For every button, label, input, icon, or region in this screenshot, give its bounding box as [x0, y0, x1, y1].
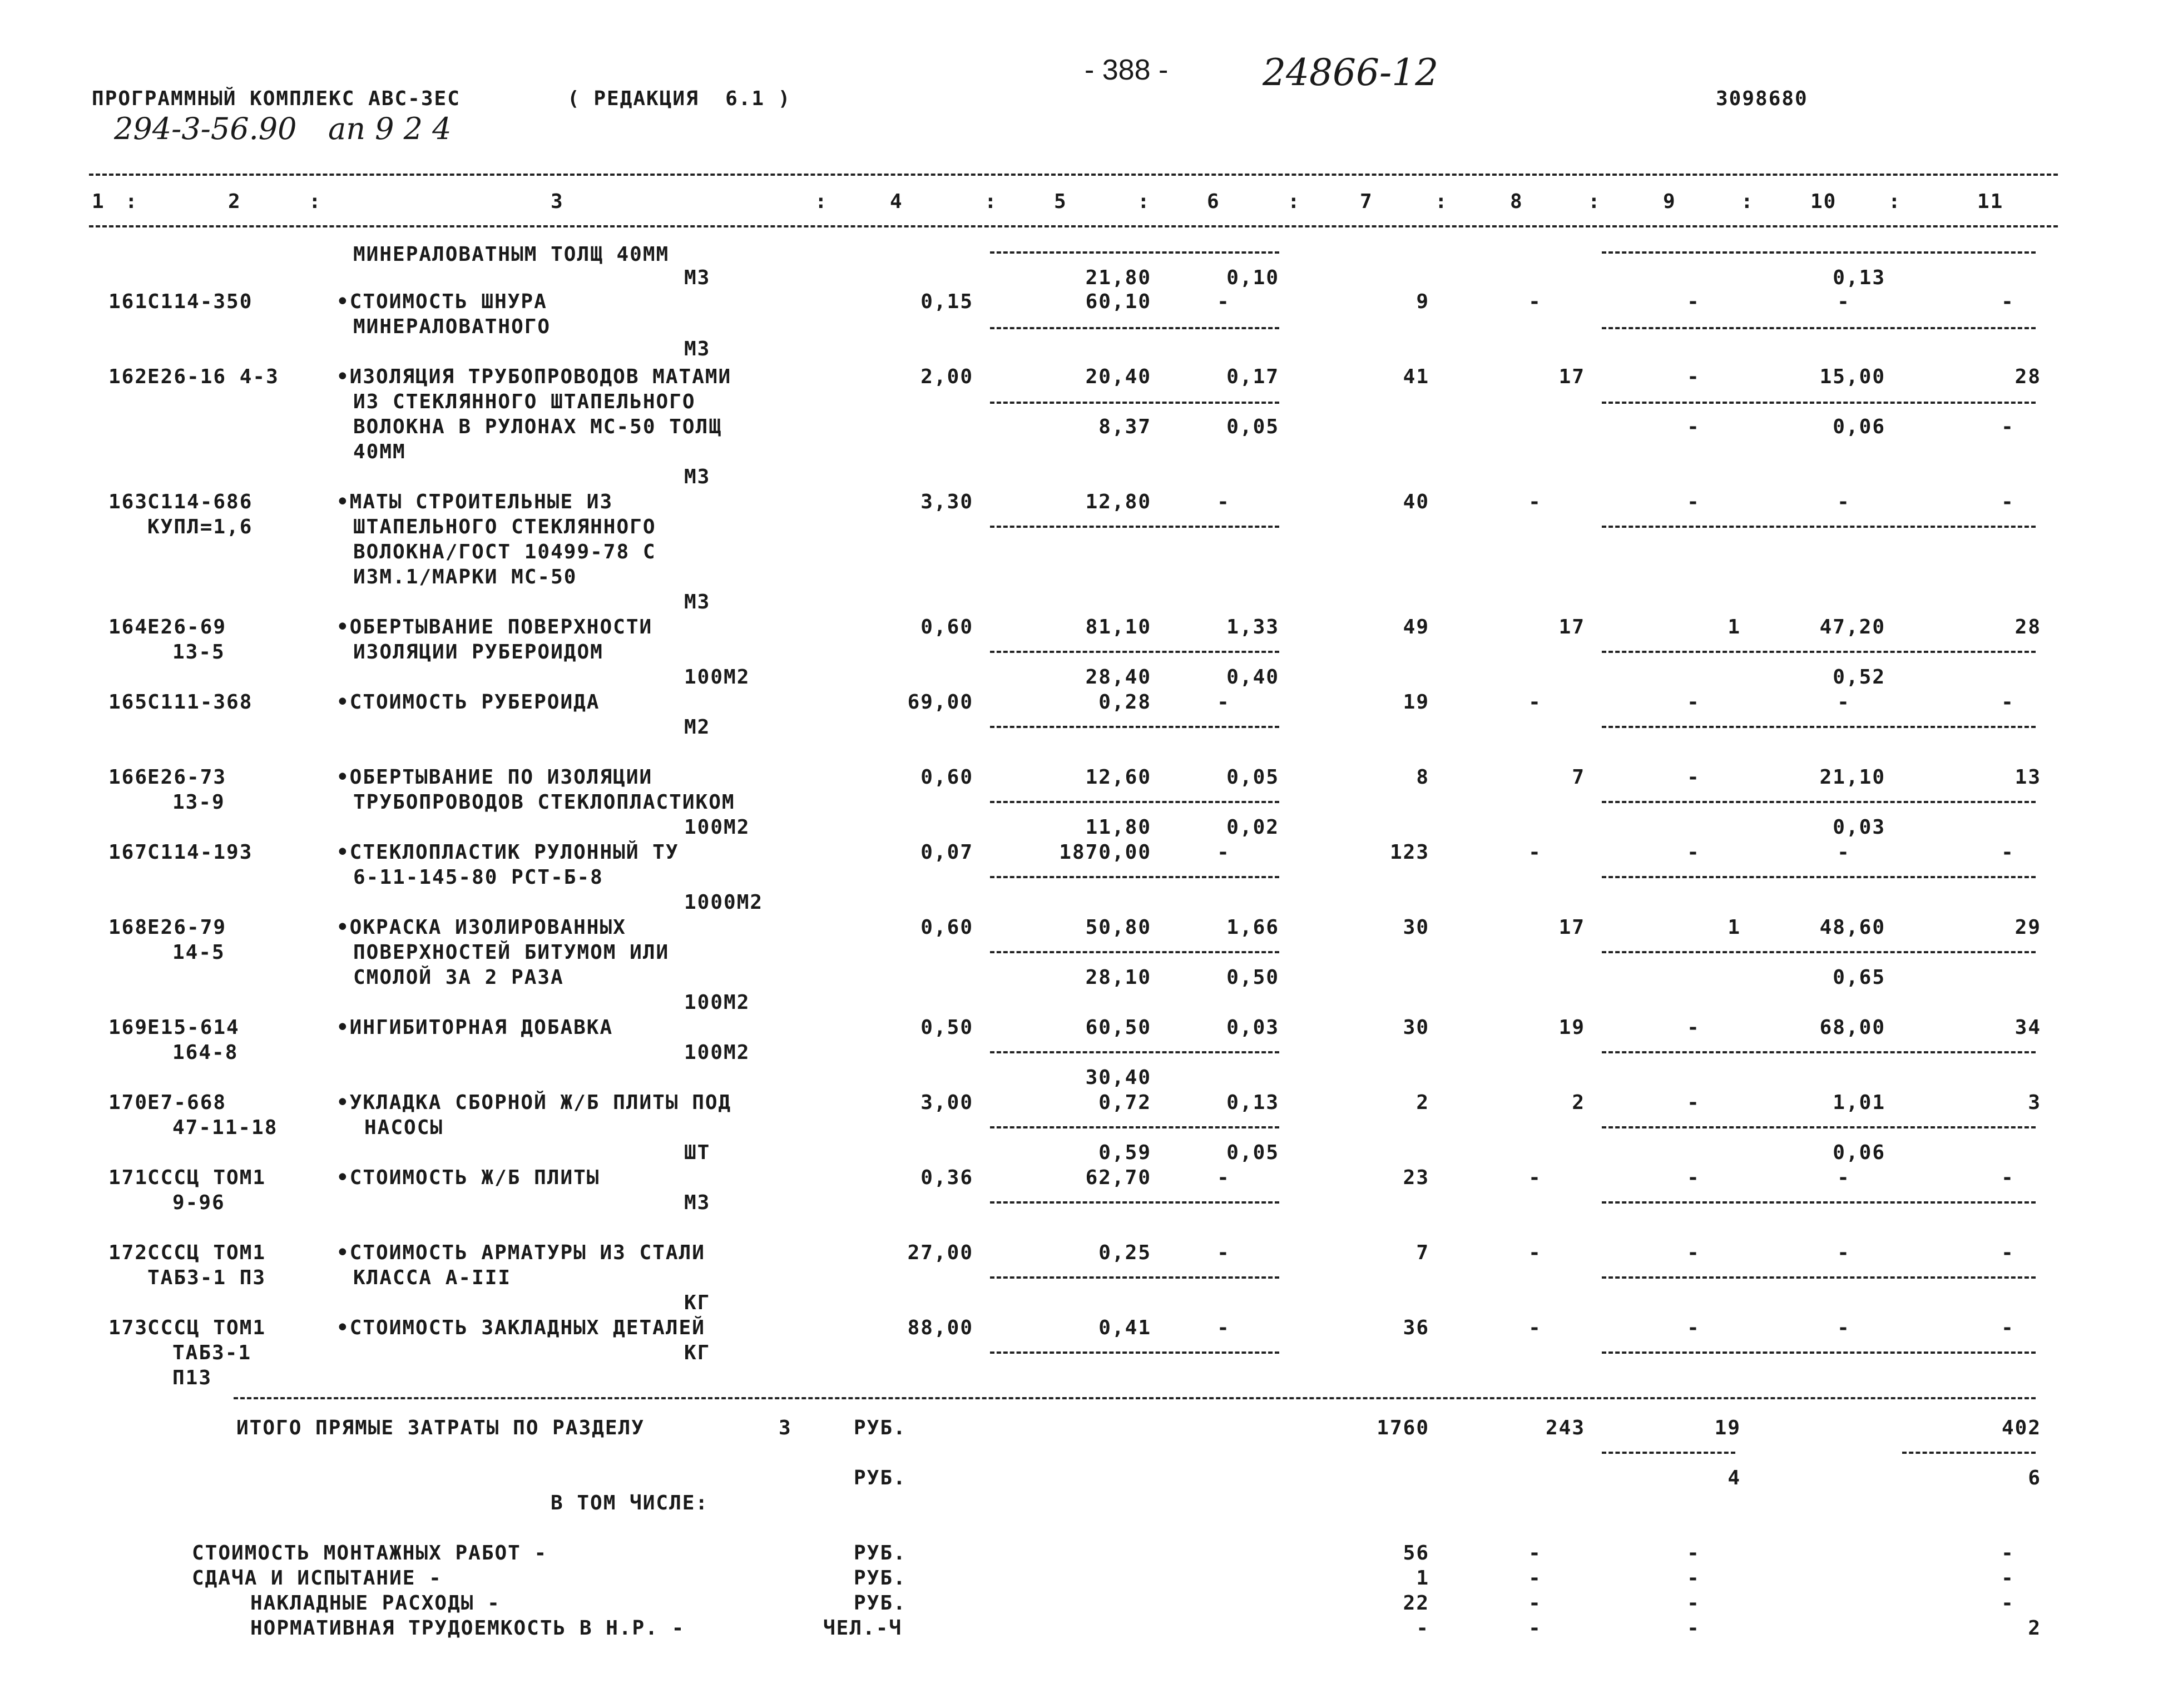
summary-unit: РУБ. [854, 1592, 907, 1615]
col-7: 7 [1360, 190, 1373, 213]
cell-rule [1602, 1126, 2036, 1128]
summary-col-11: - [2001, 1542, 2014, 1565]
col-sep: : [309, 190, 322, 213]
row-code: С111-368 [147, 691, 253, 714]
cell-10: - [1837, 841, 1850, 864]
row-number: 173 [108, 1316, 149, 1339]
row-code: С114-193 [147, 841, 253, 864]
cell-5: 20,40 [1085, 365, 1151, 388]
cell-rule [990, 1051, 1279, 1053]
row-unit: М3 [684, 591, 711, 613]
cell-5: 1870,00 [1059, 841, 1151, 864]
cell-10: - [1837, 1316, 1850, 1339]
cell-7: 9 [1416, 290, 1429, 313]
cell-11: 34 [2014, 1016, 2041, 1039]
col-sep: : [1888, 190, 1902, 213]
cell-9: - [1687, 766, 1700, 789]
cell-4: 0,15 [920, 290, 973, 313]
cell-8: 17 [1558, 916, 1585, 939]
cell-10: - [1837, 491, 1850, 513]
cell-8: 2 [1572, 1091, 1585, 1114]
cell-rule [990, 1276, 1279, 1279]
row-unit: 100М2 [684, 991, 750, 1014]
row-number: 166 [108, 766, 149, 789]
cell-4: 0,60 [920, 916, 973, 939]
row-code-2: КУПЛ=1,6 [147, 516, 253, 538]
summary-col-11: - [2001, 1567, 2014, 1590]
total-unit: РУБ. [854, 1417, 907, 1439]
row-description: •ИЗОЛЯЦИЯ ТРУБОПРОВОДОВ МАТАМИ [336, 365, 732, 388]
cell-10: 0,06 [1833, 415, 1885, 438]
row-code: Е7-668 [147, 1091, 227, 1114]
row-number: 172 [108, 1241, 149, 1264]
cell-4: 0,07 [920, 841, 973, 864]
cell-11: 3 [2028, 1091, 2041, 1114]
cell-6: 0,05 [1226, 1141, 1279, 1164]
summary-col-9: - [1687, 1567, 1700, 1590]
col-1: 1 [92, 190, 105, 213]
total-unit-2: РУБ. [854, 1467, 907, 1489]
row-code-3: П13 [172, 1367, 212, 1389]
cell-rule [1602, 526, 2036, 528]
cell-10: 0,65 [1833, 966, 1885, 989]
summary-label: НОРМАТИВНАЯ ТРУДОЕМКОСТЬ В Н.Р. - [250, 1617, 685, 1640]
summary-label: НАКЛАДНЫЕ РАСХОДЫ - [250, 1592, 501, 1615]
cell-7: 41 [1403, 365, 1429, 388]
cell-10: 47,20 [1819, 616, 1885, 638]
cell-9: - [1687, 1166, 1700, 1189]
cell-rule [990, 1126, 1279, 1128]
row-code: Е26-16 4-3 [147, 365, 279, 388]
col-11: 11 [1977, 190, 2004, 213]
row-description-4: ИЗМ.1/МАРКИ МС-50 [353, 566, 577, 588]
row-description-2: МИНЕРАЛОВАТНОГО [353, 315, 551, 338]
summary-col-8: - [1528, 1617, 1542, 1640]
summary-col-7: 1 [1416, 1567, 1429, 1590]
cell-7: 49 [1403, 616, 1429, 638]
row-unit: М2 [684, 716, 711, 739]
cell-9: - [1687, 841, 1700, 864]
cell-4: 88,00 [907, 1316, 973, 1339]
row-unit: 100М2 [684, 1041, 750, 1064]
col-9: 9 [1663, 190, 1676, 213]
cell-rule [1602, 1051, 2036, 1053]
summary-col-8: - [1528, 1592, 1542, 1615]
row-code-2: 47-11-18 [172, 1116, 278, 1139]
row-unit: М3 [684, 1191, 711, 1214]
total-col-8: 243 [1545, 1417, 1585, 1439]
cell-9: - [1687, 1316, 1700, 1339]
summary-col-7: 22 [1403, 1592, 1429, 1615]
including-heading: В ТОМ ЧИСЛЕ: [551, 1492, 709, 1514]
row-number: 163 [108, 491, 149, 513]
page-number: - 388 - [1085, 54, 1169, 86]
row-number: 162 [108, 365, 149, 388]
cell-4: 0,50 [920, 1016, 973, 1039]
cell-5: 0,72 [1098, 1091, 1151, 1114]
cell-8: 17 [1558, 616, 1585, 638]
row-description: •СТЕКЛОПЛАСТИК РУЛОННЫЙ ТУ [336, 841, 679, 864]
cell-10: 21,10 [1819, 766, 1885, 789]
summary-col-8: - [1528, 1567, 1542, 1590]
col-sep: : [1741, 190, 1754, 213]
cell-5: 12,80 [1085, 491, 1151, 513]
row-description: •ОКРАСКА ИЗОЛИРОВАННЫХ [336, 916, 626, 939]
cell-10: - [1837, 691, 1850, 714]
row-unit: 100М2 [684, 816, 750, 839]
cell-9: - [1687, 691, 1700, 714]
cell-rule [990, 1201, 1279, 1204]
row-code: СССЦ ТОМ1 [147, 1166, 266, 1189]
cell-9: - [1687, 1016, 1700, 1039]
total-rule [234, 1397, 2036, 1399]
cell-rule [990, 951, 1279, 953]
row-description: •УКЛАДКА СБОРНОЙ Ж/Б ПЛИТЫ ПОД [336, 1091, 732, 1114]
cell-8: 19 [1558, 1016, 1585, 1039]
row-unit: М3 [684, 338, 711, 360]
cell-4: 0,36 [920, 1166, 973, 1189]
row-code: С114-350 [147, 290, 253, 313]
cell-6: - [1217, 1166, 1230, 1189]
cell-9: - [1687, 365, 1700, 388]
cell-rule [1602, 651, 2036, 653]
cell-4: 0,60 [920, 766, 973, 789]
cell-6: - [1217, 491, 1230, 513]
cell-5: 0,41 [1098, 1316, 1151, 1339]
cell-11: - [2001, 1316, 2014, 1339]
cell-rule [990, 327, 1279, 329]
col-10: 10 [1810, 190, 1837, 213]
col-sep: : [1588, 190, 1601, 213]
cell-11: - [2001, 290, 2014, 313]
row-code: Е26-79 [147, 916, 227, 939]
row-description: •СТОИМОСТЬ РУБЕРОИДА [336, 691, 600, 714]
col-5: 5 [1054, 190, 1067, 213]
row-code: Е26-73 [147, 766, 227, 789]
summary-col-11: 2 [2028, 1617, 2041, 1640]
summary-unit: РУБ. [854, 1567, 907, 1590]
cell-8: - [1528, 691, 1542, 714]
row-unit: 1000М2 [684, 891, 764, 914]
header-rule-bottom [89, 225, 2058, 227]
cell-9: - [1687, 1241, 1700, 1264]
cell-rule [1602, 1276, 2036, 1279]
col-sep: : [1435, 190, 1448, 213]
total-col-9b: 4 [1728, 1467, 1741, 1489]
cell-rule [1902, 1452, 2036, 1454]
cell-7: 30 [1403, 1016, 1429, 1039]
summary-label: СТОИМОСТЬ МОНТАЖНЫХ РАБОТ - [192, 1542, 548, 1565]
row-code-2: 14-5 [172, 941, 225, 964]
cell-10: 0,06 [1833, 1141, 1885, 1164]
row-unit: КГ [684, 1341, 711, 1364]
cell-rule [990, 526, 1279, 528]
col-6: 6 [1207, 190, 1220, 213]
cell-7: 23 [1403, 1166, 1429, 1189]
cell-8: - [1528, 1241, 1542, 1264]
edition-label: ( РЕДАКЦИЯ 6.1 ) [567, 87, 791, 110]
cell-6: - [1217, 1241, 1230, 1264]
cell-10: 0,52 [1833, 666, 1885, 689]
cell-4: 0,60 [920, 616, 973, 638]
cell-5: 12,60 [1085, 766, 1151, 789]
col-sep: : [984, 190, 998, 213]
cell-11: 28 [2014, 365, 2041, 388]
cell-5: 62,70 [1085, 1166, 1151, 1189]
row-description: •ОБЕРТЫВАНИЕ ПО ИЗОЛЯЦИИ [336, 766, 653, 789]
cell-5: 0,59 [1098, 1141, 1151, 1164]
cell-10: - [1837, 290, 1850, 313]
cell-rule [1602, 1351, 2036, 1354]
row-description-2: ТРУБОПРОВОДОВ СТЕКЛОПЛАСТИКОМ [353, 791, 735, 814]
row-code: СССЦ ТОМ1 [147, 1241, 266, 1264]
row-unit: 100М2 [684, 666, 750, 689]
cell-8: - [1528, 290, 1542, 313]
cell-5: 28,10 [1085, 966, 1151, 989]
col-sep: : [125, 190, 138, 213]
row-number: 167 [108, 841, 149, 864]
cell-4: 3,30 [920, 491, 973, 513]
cell-7: 7 [1416, 1241, 1429, 1264]
cell-5: 50,80 [1085, 916, 1151, 939]
cell-8: - [1528, 491, 1542, 513]
row-code-2: ТАБ3-1 П3 [147, 1266, 266, 1289]
cell-9: - [1687, 491, 1700, 513]
cell-5: 11,80 [1085, 816, 1151, 839]
summary-col-7: 56 [1403, 1542, 1429, 1565]
cell-rule [1602, 801, 2036, 803]
cell-rule [990, 726, 1279, 728]
cell-rule [1602, 951, 2036, 953]
col-sep: : [1137, 190, 1151, 213]
row-description-2: КЛАССА А-III [353, 1266, 512, 1289]
summary-unit: ЧЕЛ.-Ч [823, 1617, 903, 1640]
total-section: 3 [779, 1417, 792, 1439]
row-code-2: 164-8 [172, 1041, 239, 1064]
row-code-2: ТАБ3-1 [172, 1341, 252, 1364]
cell-6: 0,02 [1226, 816, 1279, 839]
summary-col-9: - [1687, 1617, 1700, 1640]
col-sep: : [1288, 190, 1301, 213]
cell-6: 0,03 [1226, 1016, 1279, 1039]
cell-rule [990, 651, 1279, 653]
row-unit: ШТ [684, 1141, 711, 1164]
col-3: 3 [551, 190, 564, 213]
row-code: СССЦ ТОМ1 [147, 1316, 266, 1339]
cell-6: - [1217, 290, 1230, 313]
right-code: 3098680 [1716, 87, 1808, 110]
col-8: 8 [1510, 190, 1523, 213]
cell-11: - [2001, 1241, 2014, 1264]
cell-6: - [1217, 841, 1230, 864]
cell-6: 0,05 [1226, 415, 1279, 438]
cell-rule [990, 801, 1279, 803]
handwritten-sheet: ап 9 2 4 [328, 111, 452, 146]
row-number: 169 [108, 1016, 149, 1039]
cell-4: 27,00 [907, 1241, 973, 1264]
cell-rule [990, 876, 1279, 878]
cell-6: 1,33 [1226, 616, 1279, 638]
row-description-3: ВОЛОКНА В РУЛОНАХ МС-50 ТОЛЩ [353, 415, 722, 438]
row-code: С114-686 [147, 491, 253, 513]
cell-10: 0,13 [1833, 266, 1885, 289]
row-code: Е26-69 [147, 616, 227, 638]
cell-6: - [1217, 691, 1230, 714]
row-code: Е15-614 [147, 1016, 240, 1039]
row-description-2: ИЗ СТЕКЛЯННОГО ШТАПЕЛЬНОГО [353, 390, 696, 413]
document-code: 24866-12 [1263, 51, 1439, 94]
cell-rule [990, 402, 1279, 404]
cell-rule [990, 251, 1279, 254]
total-label: ИТОГО ПРЯМЫЕ ЗАТРАТЫ ПО РАЗДЕЛУ [236, 1417, 645, 1439]
cell-rule [1602, 726, 2036, 728]
row-number: 164 [108, 616, 149, 638]
row-unit: М3 [684, 466, 711, 488]
row-number: 168 [108, 916, 149, 939]
program-name: ПРОГРАММНЫЙ КОМПЛЕКС АВС-3ЕС [92, 87, 461, 110]
row-description: •СТОИМОСТЬ ЗАКЛАДНЫХ ДЕТАЛЕЙ [336, 1316, 705, 1339]
total-col-7: 1760 [1377, 1417, 1429, 1439]
cell-6: 0,05 [1226, 766, 1279, 789]
row-code-2: 13-9 [172, 791, 225, 814]
row-description: •ОБЕРТЫВАНИЕ ПОВЕРХНОСТИ [336, 616, 653, 638]
summary-col-9: - [1687, 1542, 1700, 1565]
cell-rule [1602, 251, 2036, 254]
cell-10: 0,03 [1833, 816, 1885, 839]
cell-10: - [1837, 1166, 1850, 1189]
cell-5: 21,80 [1085, 266, 1151, 289]
row-description-2: ИЗОЛЯЦИИ РУБЕРОИДОМ [353, 641, 603, 664]
summary-col-11: - [2001, 1592, 2014, 1615]
cell-9: - [1687, 290, 1700, 313]
cell-6: 0,50 [1226, 966, 1279, 989]
cell-10: 68,00 [1819, 1016, 1885, 1039]
cell-5: 28,40 [1085, 666, 1151, 689]
row-number: 170 [108, 1091, 149, 1114]
cell-rule [1602, 402, 2036, 404]
total-col-11: 402 [2001, 1417, 2041, 1439]
row-description: •СТОИМОСТЬ ШНУРА [336, 290, 547, 313]
cell-11: - [2001, 691, 2014, 714]
cell-7: 36 [1403, 1316, 1429, 1339]
cell-11: - [2001, 841, 2014, 864]
cell-9: 1 [1728, 916, 1741, 939]
row-number: 161 [108, 290, 149, 313]
cell-10: - [1837, 1241, 1850, 1264]
header-rule-top [89, 174, 2058, 176]
row-unit: КГ [684, 1291, 711, 1314]
cell-11: 29 [2014, 916, 2041, 939]
cell-6: 0,13 [1226, 1091, 1279, 1114]
cell-10: 1,01 [1833, 1091, 1885, 1114]
cell-11: - [2001, 1166, 2014, 1189]
row-description-2: НАСОСЫ [364, 1116, 444, 1139]
cell-rule [1602, 876, 2036, 878]
row-code-2: 13-5 [172, 641, 225, 664]
cell-9: - [1687, 1091, 1700, 1114]
cell-10: 15,00 [1819, 365, 1885, 388]
cell-5: 0,28 [1098, 691, 1151, 714]
summary-col-8: - [1528, 1542, 1542, 1565]
cell-7: 40 [1403, 491, 1429, 513]
row-description: МИНЕРАЛОВАТНЫМ ТОЛЩ 40ММ [353, 243, 670, 266]
cell-5: 0,25 [1098, 1241, 1151, 1264]
cell-8: - [1528, 1316, 1542, 1339]
total-col-9: 19 [1714, 1417, 1741, 1439]
cell-10: 48,60 [1819, 916, 1885, 939]
summary-unit: РУБ. [854, 1542, 907, 1565]
cell-7: 19 [1403, 691, 1429, 714]
cell-11: 13 [2014, 766, 2041, 789]
summary-label: СДАЧА И ИСПЫТАНИЕ - [192, 1567, 442, 1590]
cell-5: 30,40 [1085, 1066, 1151, 1089]
cell-7: 30 [1403, 916, 1429, 939]
cell-6: 0,17 [1226, 365, 1279, 388]
row-description: •СТОИМОСТЬ Ж/Б ПЛИТЫ [336, 1166, 600, 1189]
cell-7: 8 [1416, 766, 1429, 789]
row-number: 165 [108, 691, 149, 714]
cell-11: 28 [2014, 616, 2041, 638]
cell-5: 81,10 [1085, 616, 1151, 638]
col-sep: : [815, 190, 828, 213]
row-description: •ИНГИБИТОРНАЯ ДОБАВКА [336, 1016, 613, 1039]
cell-5: 60,50 [1085, 1016, 1151, 1039]
row-description-2: ПОВЕРХНОСТЕЙ БИТУМОМ ИЛИ [353, 941, 670, 964]
row-description-2: ШТАПЕЛЬНОГО СТЕКЛЯННОГО [353, 516, 656, 538]
cell-6: 1,66 [1226, 916, 1279, 939]
row-description-2: 6-11-145-80 РСТ-Б-8 [353, 866, 603, 889]
cell-7: 2 [1416, 1091, 1429, 1114]
cell-rule [990, 1351, 1279, 1354]
row-description: •СТОИМОСТЬ АРМАТУРЫ ИЗ СТАЛИ [336, 1241, 705, 1264]
cell-4: 2,00 [920, 365, 973, 388]
row-number: 171 [108, 1166, 149, 1189]
cell-rule [1602, 1452, 1735, 1454]
col-2: 2 [228, 190, 241, 213]
cell-11: - [2001, 415, 2014, 438]
total-col-11b: 6 [2028, 1467, 2041, 1489]
handwritten-project: 294-3-56.90 [114, 111, 297, 146]
cell-5: 60,10 [1085, 290, 1151, 313]
cell-4: 3,00 [920, 1091, 973, 1114]
summary-col-9: - [1687, 1592, 1700, 1615]
row-unit: М3 [684, 266, 711, 289]
summary-col-7: - [1416, 1617, 1429, 1640]
cell-6: - [1217, 1316, 1230, 1339]
cell-6: 0,40 [1226, 666, 1279, 689]
row-code-2: 9-96 [172, 1191, 225, 1214]
cell-11: - [2001, 491, 2014, 513]
row-description: •МАТЫ СТРОИТЕЛЬНЫЕ ИЗ [336, 491, 613, 513]
cell-rule [1602, 327, 2036, 329]
cell-6: 0,10 [1226, 266, 1279, 289]
cell-9: - [1687, 415, 1700, 438]
cell-7: 123 [1389, 841, 1429, 864]
cell-rule [1602, 1201, 2036, 1204]
cell-8: - [1528, 841, 1542, 864]
row-description-3: ВОЛОКНА/ГОСТ 10499-78 С [353, 541, 656, 563]
row-description-4: 40ММ [353, 440, 406, 463]
cell-8: 7 [1572, 766, 1585, 789]
cell-9: 1 [1728, 616, 1741, 638]
col-4: 4 [890, 190, 903, 213]
cell-4: 69,00 [907, 691, 973, 714]
row-description-3: СМОЛОЙ ЗА 2 РАЗА [353, 966, 564, 989]
cell-8: 17 [1558, 365, 1585, 388]
cell-8: - [1528, 1166, 1542, 1189]
cell-5: 8,37 [1098, 415, 1151, 438]
